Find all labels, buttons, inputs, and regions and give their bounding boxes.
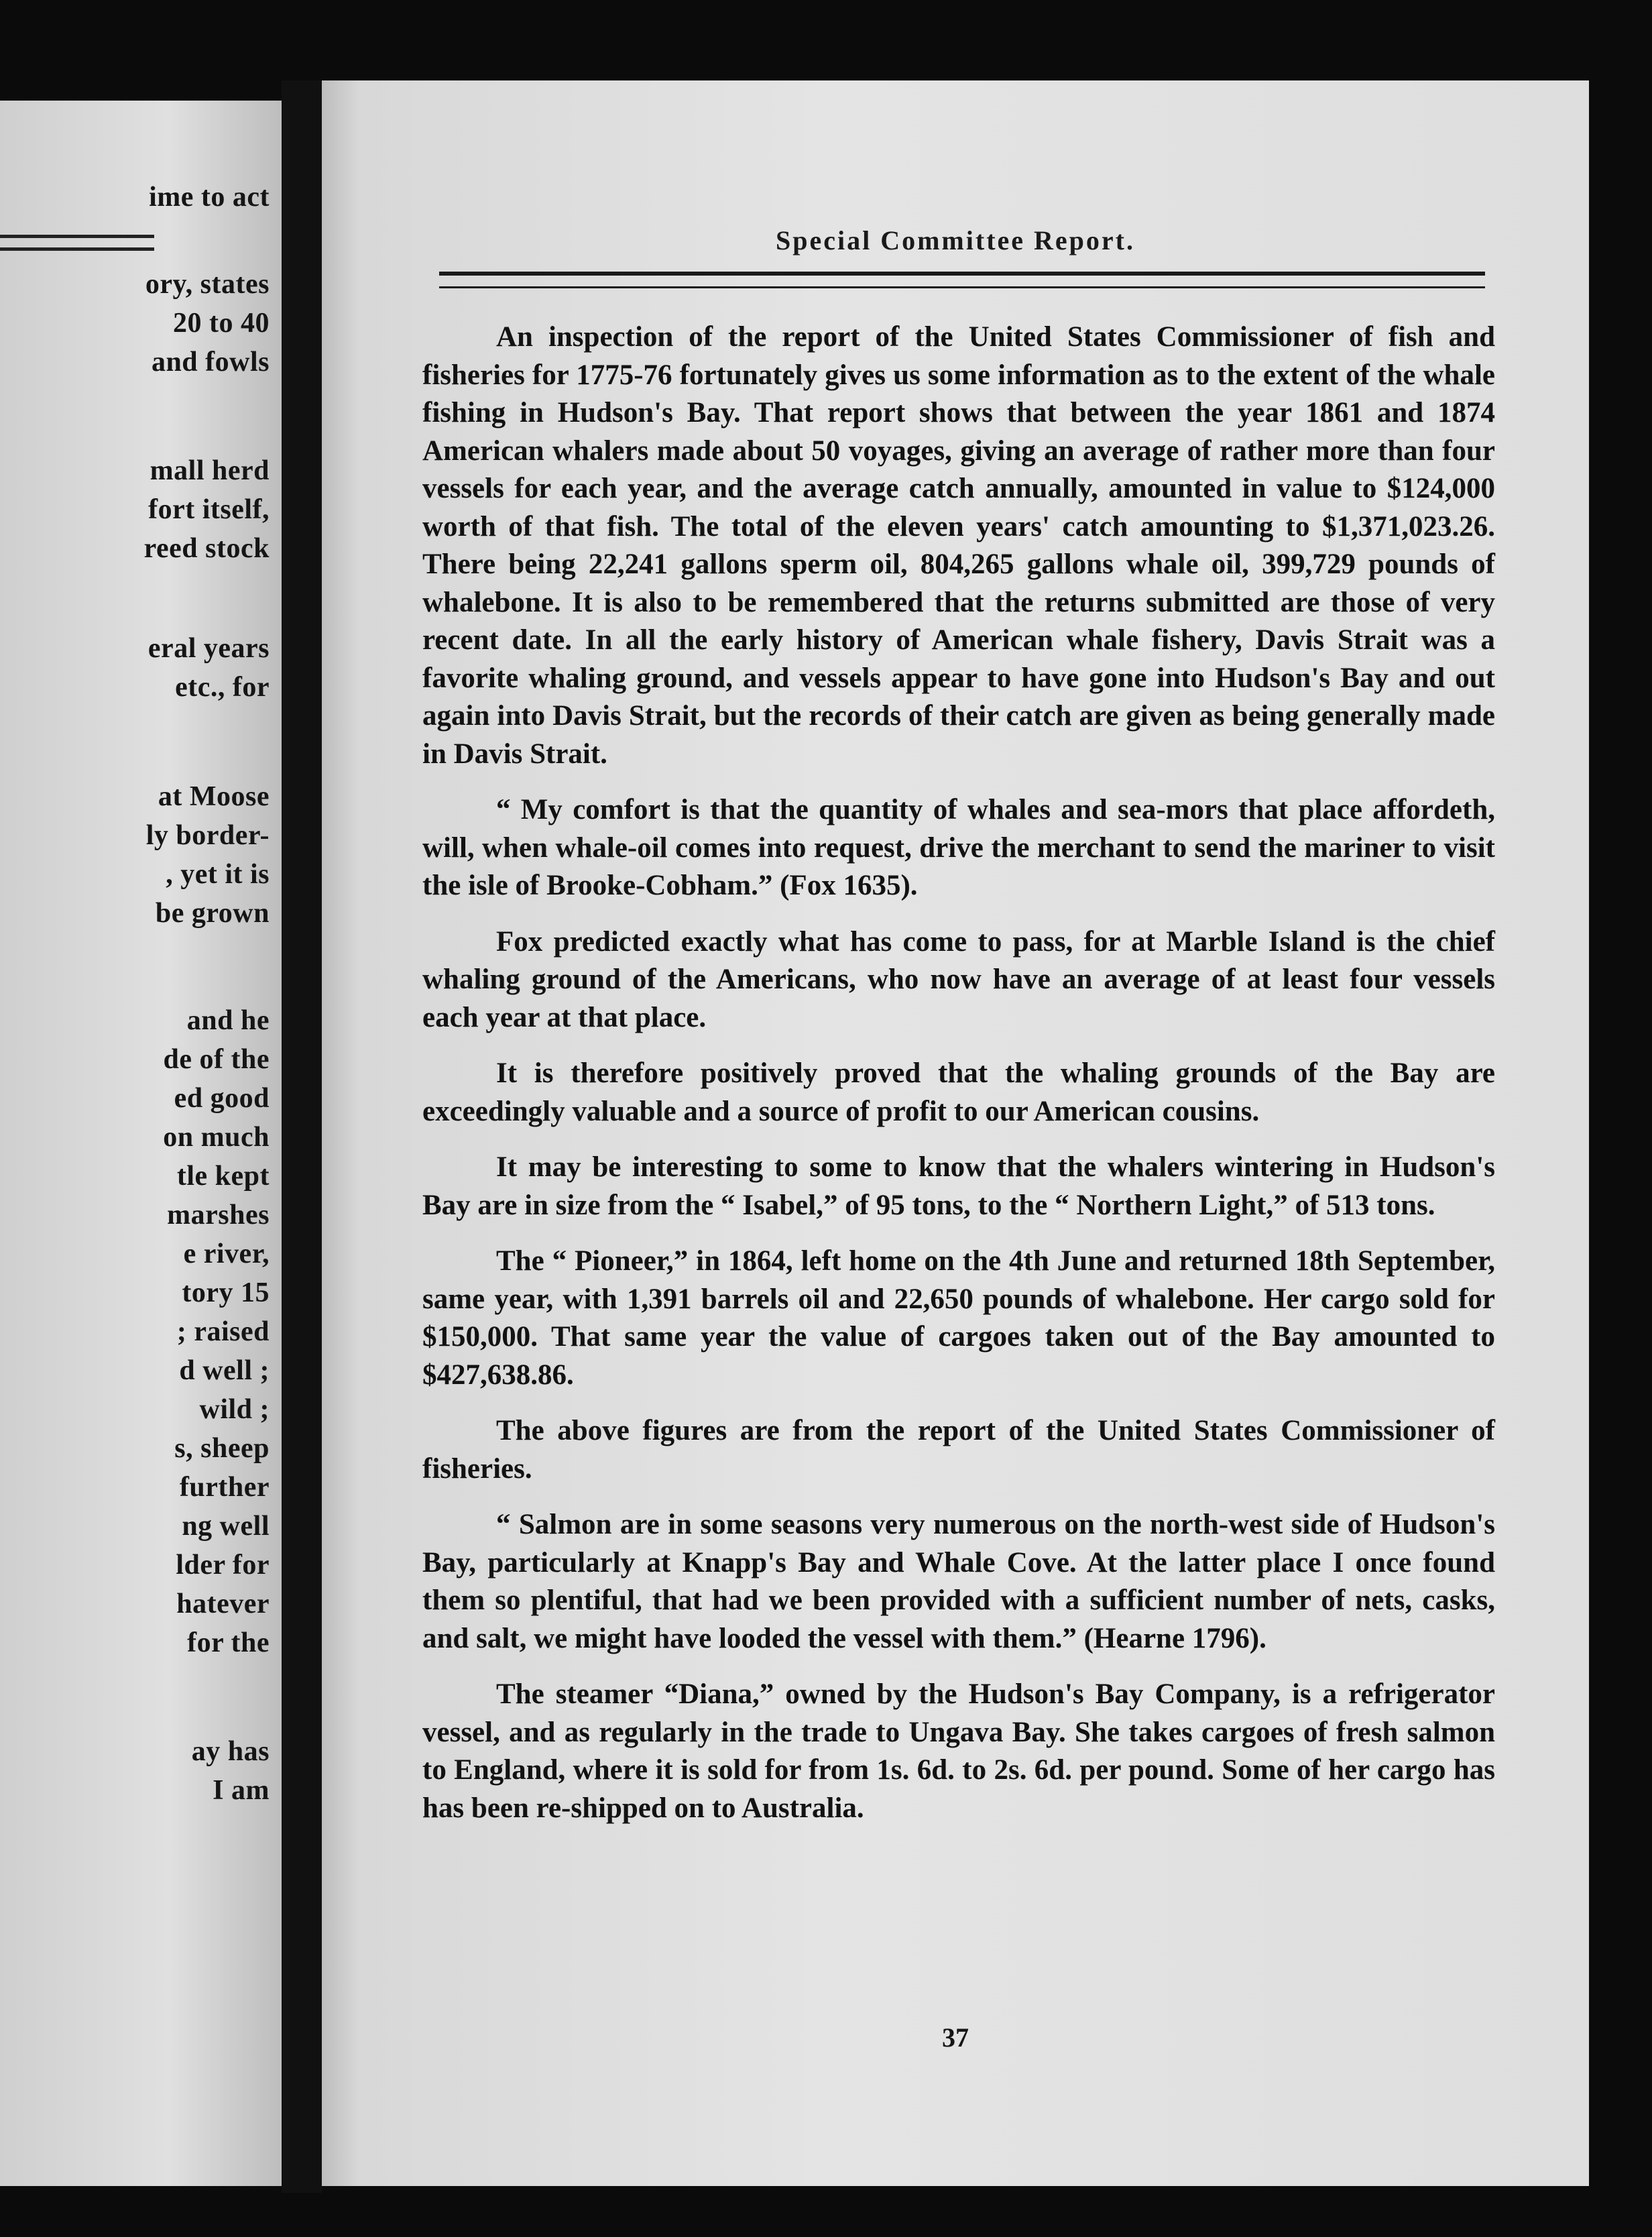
left-page-line: ; raised (176, 1316, 270, 1347)
left-page-line: ory, states (145, 269, 270, 300)
left-page-line: for the (187, 1627, 270, 1658)
page-number: 37 (942, 2022, 969, 2053)
left-page-line: e river, (183, 1239, 270, 1269)
body-text (422, 319, 1495, 1845)
paragraph: It is therefore positively proved that the whaling grounds of the Bay are exceedingly valuable and a source of profit to our American cousins. (422, 1057, 1495, 1127)
paragraph: The steamer “Diana,” owned by the Hudson's Bay Company, is a refrigerator vessel, and as regularly in the trade to Ungava Bay. She takes cargoes of fresh salmon to England, where it is sold for from 1s. 6d. to 2s. 6d. per pound. Some of her cargo has has been re-shipped on to Australia. (422, 1678, 1495, 1824)
right-page (322, 80, 1589, 2186)
paragraph: It may be interesting to some to know that the whalers wintering in Hudson's Bay are in size from the “ Isabel,” of 95 tons, to the “ Northern Light,” of 513 tons. (422, 1151, 1495, 1221)
left-page-line: at Moose (158, 781, 270, 812)
paragraph: “ Salmon are in some seasons very numerous on the north-west side of Hudson's Bay, particularly at Knapp's Bay and Whale Cove. At the latter place I once found them so plentiful, that had we been provided with a sufficient number of nets, casks, and salt, we might have looded the vessel with them.” (Hearne 1796). (422, 1509, 1495, 1654)
left-page-line: reed stock (143, 533, 270, 564)
paragraph: The “ Pioneer,” in 1864, left home on the 4th June and returned 18th September, same year, with 1,391 barrels oil and 22,650 pounds of whalebone. Her cargo sold for $150,000. That same year the value of cargoes taken out of the Bay amounted to $427,638.86. (422, 1245, 1495, 1391)
left-page-line: ng well (182, 1511, 270, 1542)
left-page-line: ay has (191, 1736, 270, 1767)
running-header: Special Committee Report. (776, 225, 1135, 255)
left-page-line: be grown (155, 898, 270, 929)
paragraph: An inspection of the report of the United States Commissioner of fish and fisheries for 1775-76 fortunately gives us some information as to the extent of the whale fishing in Hudson's Bay. That report shows that between the year 1861 and 1874 American whalers made about 50 voyages, giving an average of rather more than four vessels for each year, and the average catch annually, amounted in value to $124,000 worth of that fish. The total of the eleven years' catch amounting to $1,371,023.26. There being 22,241 gallons sperm oil, 804,265 gallons whale oil, 399,729 pounds of whalebone. It is also to be remembered that the returns submitted are those of very recent date. In all the early history of American whale fishery, Davis Strait was a favorite whaling ground, and vessels appear to have gone into Hudson's Bay and out again into Davis Strait, but the records of their catch are given as being generally made in Davis Strait. (422, 321, 1495, 770)
left-page-line: further (179, 1472, 270, 1503)
header-rule (439, 272, 1485, 288)
paragraph: The above figures are from the report of the United States Commissioner of fisheries. (422, 1415, 1495, 1485)
left-page-fragment (0, 101, 282, 2186)
left-page-line: lder for (176, 1550, 270, 1581)
paragraph: “ My comfort is that the quantity of whales and sea-mors that place affordeth, will, when whale-oil comes into request, drive the merchant to send the mariner to visit the isle of Brooke-Cobham.” (Fox 1635). (422, 794, 1495, 901)
left-page-line: s, sheep (174, 1433, 270, 1464)
left-page-line: fort itself, (148, 494, 270, 525)
left-page-line: ed good (174, 1083, 270, 1114)
left-page-line: wild ; (199, 1394, 270, 1425)
left-header-rule (0, 235, 154, 251)
left-page-line: , yet it is (166, 859, 270, 890)
left-page-line: I am (213, 1775, 270, 1806)
left-page-line: hatever (176, 1589, 270, 1619)
left-page-line: eral years (148, 633, 270, 664)
book-gutter (282, 80, 322, 2193)
paragraph: Fox predicted exactly what has come to pass, for at Marble Island is the chief whaling ground of the Americans, who now have an average of at least four vessels each year at that place. (422, 925, 1495, 1033)
left-page-line: on much (163, 1122, 270, 1153)
left-page-line: and fowls (151, 347, 270, 378)
left-page-line: mall herd (150, 455, 270, 486)
left-page-line: d well ; (179, 1355, 270, 1386)
left-page-line: tory 15 (182, 1277, 270, 1308)
left-page-line: de of the (163, 1044, 270, 1075)
left-page-line: etc., for (175, 672, 270, 703)
left-page-line: marshes (167, 1200, 270, 1230)
left-page-line: tle kept (176, 1161, 270, 1192)
left-page-line: and he (186, 1005, 270, 1036)
left-page-line: 20 to 40 (173, 308, 270, 339)
left-page-line: ime to act (149, 182, 270, 213)
left-page-line: ly border- (145, 820, 270, 851)
